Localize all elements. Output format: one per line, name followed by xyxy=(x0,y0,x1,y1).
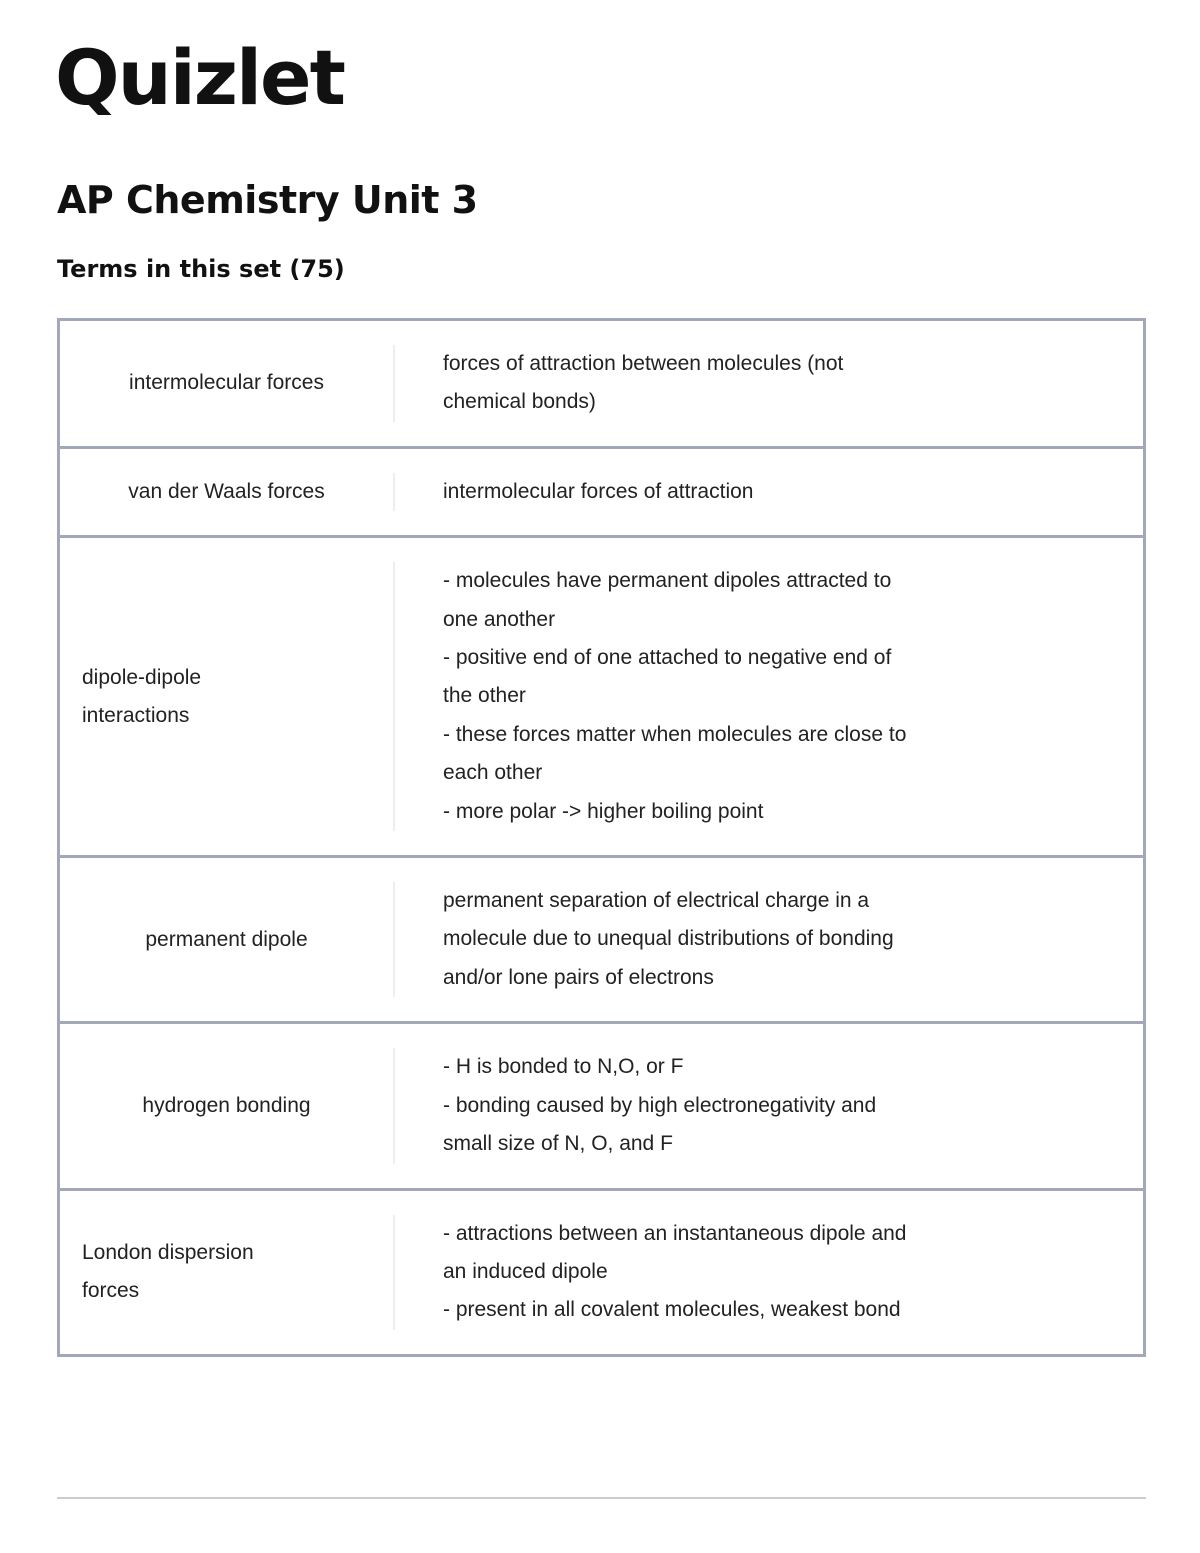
terms-count: Terms in this set (75) xyxy=(57,255,345,283)
page-title: AP Chemistry Unit 3 xyxy=(57,178,478,222)
card-definition xyxy=(395,321,995,446)
flashcard-list xyxy=(57,318,1146,1357)
footer-divider xyxy=(57,1497,1146,1499)
card-term: intermolecular forces xyxy=(129,371,324,395)
definition-line: - attractions between an instantaneous dipole and xyxy=(443,1221,907,1245)
card-term: permanent dipole xyxy=(145,927,308,951)
definition-line: forces of attraction between molecules (not xyxy=(443,352,844,375)
definition-line: small size of N, O, and F xyxy=(443,1132,673,1156)
card-definition xyxy=(395,858,995,1021)
card-term-text: London dispersion forces xyxy=(82,1241,254,1303)
definition-line: one another xyxy=(443,607,556,631)
card-term: hydrogen bonding xyxy=(142,1093,311,1117)
definition-line: - present in all covalent molecules, weakest bond xyxy=(443,1298,901,1322)
definition-line: - molecules have permanent dipoles attracted to xyxy=(443,569,892,593)
quizlet-logo: Quizlet xyxy=(55,33,344,122)
card-term-text: dipole-dipole interactions xyxy=(82,665,202,727)
definition-line: - these forces matter when molecules are close to xyxy=(443,722,907,746)
card-definition xyxy=(395,538,995,855)
flashcard xyxy=(57,1188,1146,1357)
card-definition xyxy=(395,449,995,535)
definition-line: permanent separation of electrical charge in a xyxy=(443,889,870,913)
definition-line: each other xyxy=(443,761,543,785)
definition-line: - bonding caused by high electronegativity and xyxy=(443,1093,877,1117)
definition-line: - H is bonded to N,O, or F xyxy=(443,1055,684,1079)
definition-line: - positive end of one attached to negative end of xyxy=(443,646,892,670)
flashcard xyxy=(57,446,1146,538)
card-definition xyxy=(395,1191,995,1354)
definition-line: an induced dipole xyxy=(443,1259,608,1283)
flashcard xyxy=(57,318,1146,449)
card-definition xyxy=(395,1024,995,1187)
card-term xyxy=(60,1191,393,1354)
definition-line: intermolecular forces of attraction xyxy=(443,479,754,503)
definition-line: the other xyxy=(443,684,526,708)
definition-line: - more polar -> higher boiling point xyxy=(443,799,764,823)
flashcard xyxy=(57,1021,1146,1190)
definition-line: molecule due to unequal distributions of bonding xyxy=(443,927,894,951)
card-term: van der Waals forces xyxy=(128,480,325,504)
definition-line: chemical bonds) xyxy=(443,390,596,414)
card-term xyxy=(60,538,393,855)
flashcard xyxy=(57,855,1146,1024)
flashcard xyxy=(57,535,1146,858)
definition-line: and/or lone pairs of electrons xyxy=(443,965,714,989)
